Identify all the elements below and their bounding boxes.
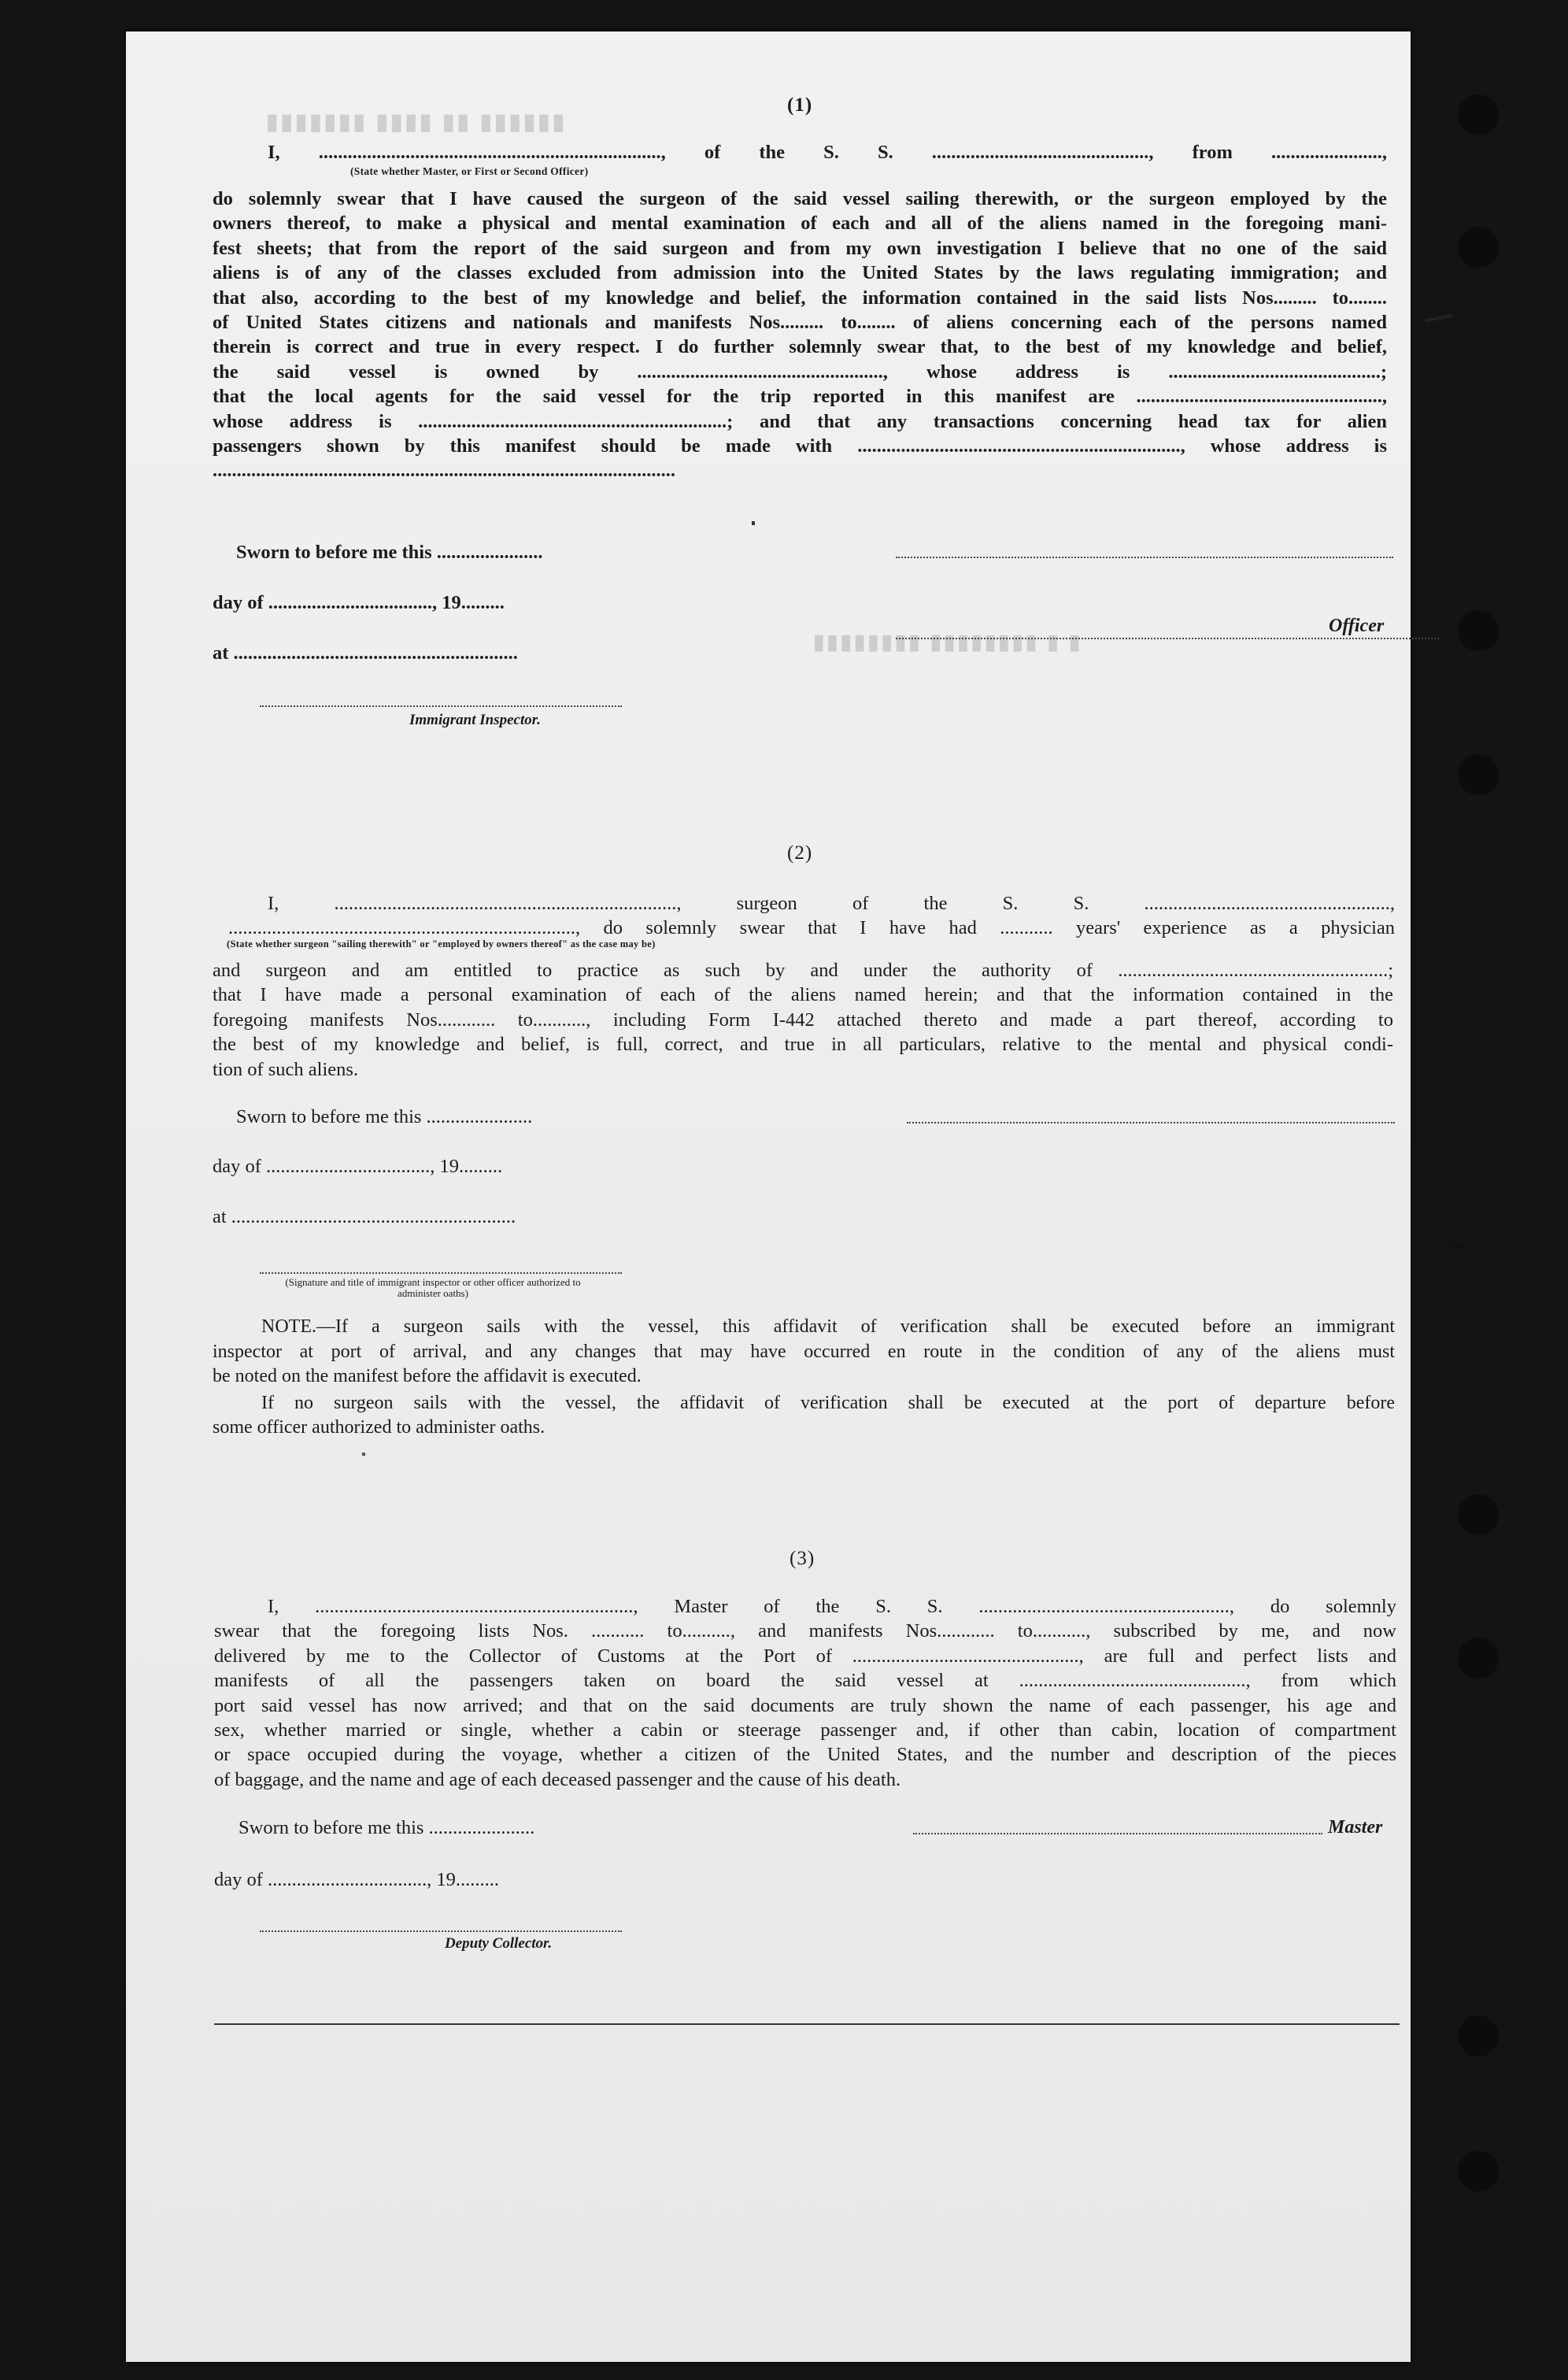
- speck: [362, 1453, 365, 1456]
- section-2-surgeon-line: I, ......................................................................., surgeon of the S. S. ...................................................,: [268, 893, 1395, 914]
- oath-line: delivered by me to the Collector of Customs at the Port of ..............................................., are full and perfect lists and: [214, 1645, 1396, 1667]
- oath-line: passengers shown by this manifest should be made with ..................................................................., whose address is: [213, 435, 1387, 457]
- section-3-collector-signature-line: [260, 1930, 622, 1932]
- section-2-experience-line: ........................................................................, do solemnly swear that I have had ........... years' experience as a physician: [228, 917, 1395, 938]
- oath-line: the said vessel is owned by ..................................................., whose address is ............................................;: [213, 361, 1387, 383]
- section-2-official-caption: (Signature and title of immigrant inspector or other officer authorized to administer oaths): [285, 1276, 581, 1299]
- section-1-signature-line: [896, 557, 1393, 558]
- section-2-day-line: day of .................................., 19.........: [213, 1156, 503, 1177]
- oath-line: do solemnly swear that I have caused the surgeon of the said vessel sailing therewith, or the surgeon employed by the: [213, 188, 1387, 209]
- oath-line: manifests of all the passengers taken on board the said vessel at ..............................................., from which: [214, 1670, 1396, 1692]
- section-2-at-line: at ...........................................................: [213, 1206, 516, 1227]
- section-1-officer-label: Officer: [1329, 616, 1385, 636]
- oath-line: port said vessel has now arrived; and that on the said documents are truly shown the name of each passenger, his age and: [214, 1694, 1396, 1716]
- section-2-number: (2): [787, 842, 813, 864]
- section-1-day-line: day of .................................., 19.........: [213, 592, 505, 613]
- section-3-number: (3): [790, 1548, 815, 1569]
- punch-hole: [1458, 1494, 1499, 1535]
- section-1-oath-paragraph: [213, 187, 1387, 483]
- manifest-page: [126, 31, 1411, 2362]
- section-1-officer-line: [896, 638, 1439, 639]
- punch-hole: [1458, 2015, 1499, 2056]
- section-2-note: [213, 1315, 1395, 1441]
- section-3-day-line: day of ................................., 19.........: [214, 1869, 500, 1890]
- oath-line: tion of such aliens.: [213, 1058, 359, 1080]
- bleed-through-text: ▮▮▮▮▮▮ ▮▮ ▮▮▮▮ ▮▮▮▮▮▮▮: [264, 109, 565, 134]
- note-line: some officer authorized to administer oaths.: [213, 1417, 545, 1438]
- section-3-oath-paragraph: [214, 1594, 1396, 1792]
- note-line: inspector at port of arrival, and any changes that may have occurred en route in the condition of any of the aliens must: [213, 1341, 1395, 1362]
- oath-line: foregoing manifests Nos............ to..........., including Form I-442 attached thereto and made a part thereof, according to: [213, 1009, 1393, 1031]
- oath-line: that I have made a personal examination of each of the aliens named herein; and that the information contained in the: [213, 984, 1393, 1006]
- section-1-inspector-signature-line: [260, 705, 622, 707]
- note-line: If no surgeon sails with the vessel, the affidavit of verification shall be executed at the port of departure before: [261, 1392, 1395, 1413]
- section-1-number: (1): [787, 94, 813, 116]
- oath-line: that the local agents for the said vessel for the trip reported in this manifest are ...................................................,: [213, 386, 1387, 408]
- oath-line: ................................................................................................: [213, 460, 675, 482]
- oath-line: the best of my knowledge and belief, is full, correct, and true in all particulars, relative to the mental and physical condi-: [213, 1034, 1393, 1056]
- note-line: NOTE.—If a surgeon sails with the vessel, this affidavit of verification shall be executed before an immigrant: [261, 1316, 1395, 1337]
- pencil-mark: [1451, 1243, 1469, 1251]
- section-1-declarant-caption: (State whether Master, or First or Second Officer): [350, 165, 589, 177]
- oath-line: I, .................................................................., Master of the S. S. ...................................................., do solemnly: [268, 1596, 1396, 1617]
- section-2-sworn-line: Sworn to before me this ......................: [236, 1106, 533, 1127]
- section-1-inspector-label: Immigrant Inspector.: [409, 712, 541, 728]
- punch-hole: [1458, 754, 1499, 795]
- section-3-master-signature-line: [913, 1833, 1322, 1834]
- oath-line: and surgeon and am entitled to practice as such by and under the authority of ........................................................;: [213, 960, 1393, 981]
- oath-line: of baggage, and the name and age of each deceased passenger and the cause of his death.: [214, 1768, 901, 1790]
- section-3-sworn-line: Sworn to before me this ......................: [239, 1817, 535, 1838]
- punch-hole: [1458, 1638, 1499, 1679]
- oath-line: swear that the foregoing lists Nos. ........... to.........., and manifests Nos............ to..........., subscribed by me, and now: [214, 1620, 1396, 1642]
- section-3-master-label: Master: [1328, 1817, 1383, 1838]
- section-1-declarant-line: I, ......................................................................., of the S. S. ............................................., from .......................,: [268, 142, 1387, 163]
- oath-line: fest sheets; that from the report of the said surgeon and from my own investigation I believe that no one of the said: [213, 237, 1387, 259]
- section-2-signature-line: [907, 1122, 1395, 1123]
- punch-hole: [1458, 94, 1499, 135]
- oath-line: therein is correct and true in every respect. I do further solemnly swear that, to the best of my knowledge and belief,: [213, 336, 1387, 358]
- oath-line: that also, according to the best of my knowledge and belief, the information contained in the said lists Nos......... to........: [213, 287, 1387, 309]
- speck: [752, 521, 755, 525]
- punch-hole: [1458, 2151, 1499, 2192]
- oath-line: aliens is of any of the classes excluded from admission into the United States by the laws regulating immigration; and: [213, 262, 1387, 284]
- oath-line: owners thereof, to make a physical and mental examination of each and all of the aliens named in the foregoing mani-: [213, 213, 1387, 235]
- pencil-mark: [1425, 313, 1453, 322]
- punch-hole: [1458, 610, 1499, 651]
- section-1-at-line: at ...........................................................: [213, 642, 518, 664]
- section-2-surgeon-caption: (State whether surgeon "sailing therewith" or "employed by owners thereof" as the case may be): [227, 938, 656, 949]
- section-2-oath-paragraph: [213, 958, 1393, 1082]
- section-2-official-signature-line: [260, 1272, 622, 1274]
- section-3-collector-label: Deputy Collector.: [445, 1935, 553, 1952]
- oath-line: or space occupied during the voyage, whether a citizen of the United States, and the number and description of the pieces: [214, 1744, 1396, 1766]
- note-line: be noted on the manifest before the affidavit is executed.: [213, 1366, 642, 1386]
- bleed-through-stamp: ▮ ▮ ▮▮▮▮▮▮▮▮ ▮▮▮▮▮▮▮▮: [811, 630, 1081, 653]
- punch-hole: [1458, 227, 1499, 268]
- bottom-rule: [214, 2023, 1400, 2025]
- oath-line: whose address is ................................................................; and that any transactions concerning head tax for alien: [213, 410, 1387, 432]
- oath-line: of United States citizens and nationals and manifests Nos......... to........ of aliens concerning each of the persons named: [213, 312, 1387, 334]
- section-1-sworn-line: Sworn to before me this ......................: [236, 542, 543, 563]
- oath-line: sex, whether married or single, whether a cabin or steerage passenger and, if other than cabin, location of compartment: [214, 1719, 1396, 1742]
